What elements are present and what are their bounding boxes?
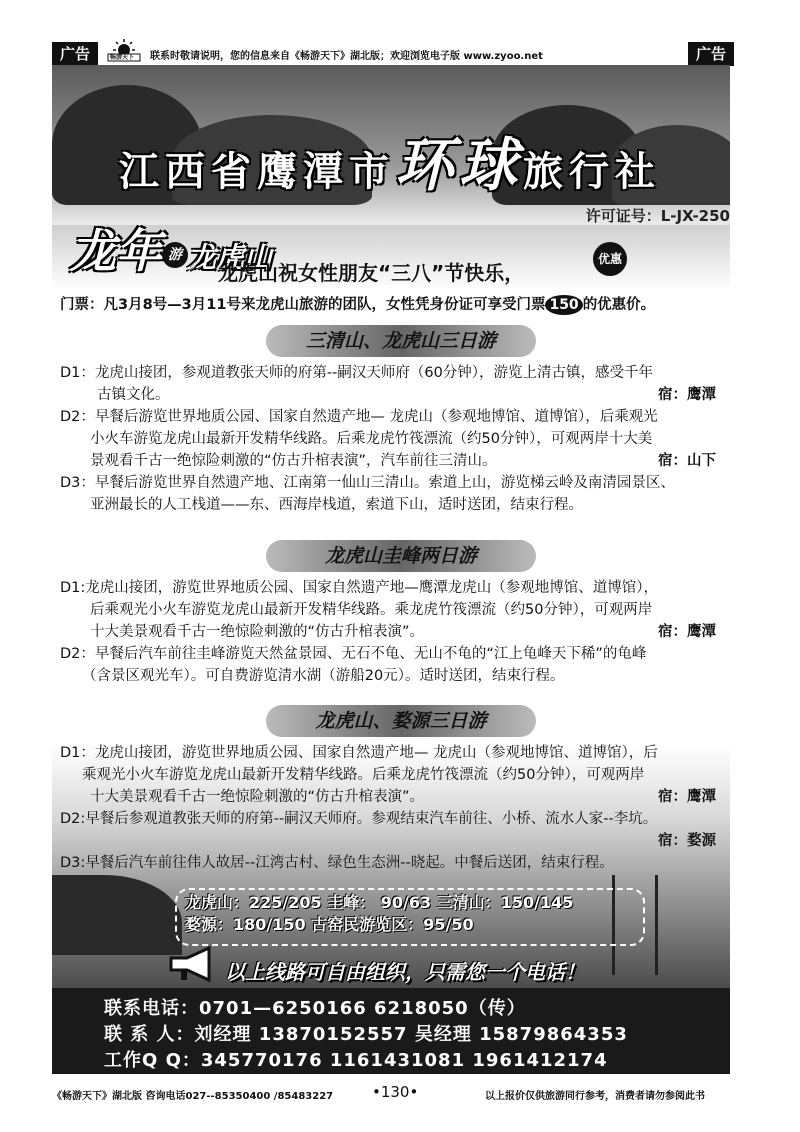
lodging: 宿：鹰潭 bbox=[658, 387, 716, 403]
contact-phone: 联系电话：0701—6250166 6218050（传） bbox=[104, 998, 526, 1019]
title-part1: 江西省鹰潭市 bbox=[118, 148, 395, 195]
itinerary-line bbox=[60, 577, 728, 599]
dragon-year-text: 龙年 bbox=[70, 224, 162, 278]
line-text: D2:早餐后参观道教张天师的府第--嗣汉天师府。参观结束汽车前往、小桥、流水人家--李坑。 bbox=[60, 811, 658, 827]
agency-title bbox=[60, 118, 720, 202]
itinerary-sanqing bbox=[60, 362, 728, 516]
itinerary-line bbox=[60, 494, 728, 516]
itinerary-line bbox=[60, 665, 728, 687]
ad-label-left: 广告 bbox=[52, 42, 98, 66]
ad-label-right: 广告 bbox=[688, 42, 734, 66]
license-number: 许可证号：L-JX-250 bbox=[585, 207, 730, 225]
line-text: D2：早餐后游览世界地质公园、国家自然遗产地— 龙虎山（参观地博馆、道博馆），后乘观光 bbox=[60, 409, 658, 425]
itinerary-line bbox=[60, 852, 728, 874]
line-text: 乘观光小火车游览龙虎山最新开发精华线路。后乘龙虎竹筏漂流（约50分钟），可观两岸 bbox=[82, 767, 645, 783]
line-text: 景观看千古一绝惊险刺激的“仿古升棺表演”，汽车前往三清山。 bbox=[90, 453, 497, 469]
itinerary-wuyuan bbox=[60, 742, 728, 874]
price-table bbox=[175, 888, 645, 946]
title-emphasis: 环球 bbox=[394, 131, 523, 199]
lodging: 宿：婺源 bbox=[658, 833, 716, 849]
section-title-guifeng: 龙虎山圭峰两日游 bbox=[266, 540, 536, 572]
ticket-offer-end: 的优惠价。 bbox=[582, 297, 656, 313]
itinerary-line bbox=[60, 384, 728, 406]
line-text: 亚洲最长的人工栈道——东、西海岸栈道，索道下山，适时送团，结束行程。 bbox=[90, 497, 583, 513]
itinerary-line bbox=[60, 406, 728, 428]
magazine-logo bbox=[104, 38, 144, 62]
dragon-circle-char: 游 bbox=[162, 242, 188, 268]
line-text: （含景区观光车）。可自费游览清水湖（游船20元）。适时送团，结束行程。 bbox=[82, 668, 565, 684]
festival-slogan: 龙虎山祝女性朋友“三八”节快乐， bbox=[218, 261, 525, 285]
line-text: 小火车游览龙虎山最新开发精华线路。后乘龙虎竹筏漂流（约50分钟），可观两岸十大美 bbox=[90, 431, 653, 447]
itinerary-line bbox=[60, 362, 728, 384]
page-number: •130• bbox=[372, 1083, 419, 1101]
contact-person: 联 系 人：刘经理 13870152557 吴经理 15879864353 bbox=[104, 1024, 628, 1045]
itinerary-line bbox=[60, 599, 728, 621]
contact-panel bbox=[52, 988, 730, 1074]
header-notice: 联系时敬请说明，您的信息来自《畅游天下》湖北版；欢迎浏览电子版 www.zyoo.net bbox=[150, 51, 543, 62]
discount-badge: 优惠 bbox=[593, 242, 627, 276]
line-text: D3:早餐后汽车前往伟人故居--江湾古村、绿色生态洲--晓起。中餐后送团，结束行程。 bbox=[60, 855, 614, 871]
footer-right: 以上报价仅供旅游同行参考，消费者请勿参阅此书 bbox=[485, 1091, 705, 1102]
lodging: 宿：鹰潭 bbox=[658, 789, 716, 805]
line-text: 古镇文化。 bbox=[97, 387, 170, 403]
itinerary-line bbox=[60, 742, 728, 764]
line-text: D1:龙虎山接团，游览世界地质公园、国家自然遗产地—鹰潭龙虎山（参观地博馆、道博馆）， bbox=[60, 580, 659, 596]
footer-left: 《畅游天下》湖北版 咨询电话027--85350400 /85483227 bbox=[52, 1091, 334, 1102]
price-row-1: 龙虎山：225/205 圭峰： 90/63 三清山：150/145 bbox=[185, 893, 574, 912]
itinerary-guifeng bbox=[60, 577, 728, 687]
section-title-wuyuan: 龙虎山、婺源三日游 bbox=[266, 705, 536, 737]
callout-text: 以上线路可自由组织，只需您一个电话！ bbox=[225, 960, 585, 984]
ticket-price: 150 bbox=[545, 295, 582, 315]
itinerary-line bbox=[60, 830, 728, 852]
itinerary-line bbox=[60, 472, 728, 494]
dragon-mountain-text: 龙虎山 bbox=[188, 241, 273, 274]
lodging: 宿：山下 bbox=[658, 453, 716, 469]
title-part2: 旅行社 bbox=[523, 148, 661, 195]
itinerary-line bbox=[60, 621, 728, 643]
price-row-2: 婺源：180/150 古窑民游览区：95/50 bbox=[185, 915, 474, 934]
itinerary-line bbox=[60, 643, 728, 665]
megaphone-icon bbox=[165, 944, 219, 984]
line-text: 十大美景观看千古一绝惊险刺激的“仿古升棺表演”。 bbox=[90, 789, 425, 805]
section-title-sanqing: 三清山、龙虎山三日游 bbox=[266, 325, 536, 357]
ticket-offer bbox=[60, 293, 655, 315]
itinerary-line bbox=[60, 428, 728, 450]
line-text: D3：早餐后游览世界自然遗产地、江南第一仙山三清山。索道上山，游览梯云岭及南清园景区、 bbox=[60, 475, 675, 491]
line-text: 后乘观光小火车游览龙虎山最新开发精华线路。乘龙虎竹筏漂流（约50分钟），可观两岸 bbox=[90, 602, 653, 618]
logo-text: 畅游天下 bbox=[110, 54, 135, 61]
contact-qq: 工作Q Q：345770176 1161431081 1961412174 bbox=[104, 1050, 608, 1071]
line-text: 十大美景观看千古一绝惊险刺激的“仿古升棺表演”。 bbox=[90, 624, 425, 640]
line-text: D1：龙虎山接团，参观道教张天师的府第--嗣汉天师府（60分钟），游览上清古镇，感受千年 bbox=[60, 365, 654, 381]
itinerary-line bbox=[60, 450, 728, 472]
ticket-offer-text: 门票：凡3月8号—3月11号来龙虎山旅游的团队，女性凭身份证可享受门票 bbox=[60, 297, 546, 313]
line-text: D2：早餐后汽车前往圭峰游览天然盆景园、无石不龟、无山不龟的“江上龟峰天下稀”的龟峰 bbox=[60, 646, 647, 662]
itinerary-line bbox=[60, 764, 728, 786]
lodging: 宿：鹰潭 bbox=[658, 624, 716, 640]
itinerary-line bbox=[60, 786, 728, 808]
line-text: D1：龙虎山接团，游览世界地质公园、国家自然遗产地— 龙虎山（参观地博馆、道博馆），后 bbox=[60, 745, 658, 761]
itinerary-line bbox=[60, 808, 728, 830]
